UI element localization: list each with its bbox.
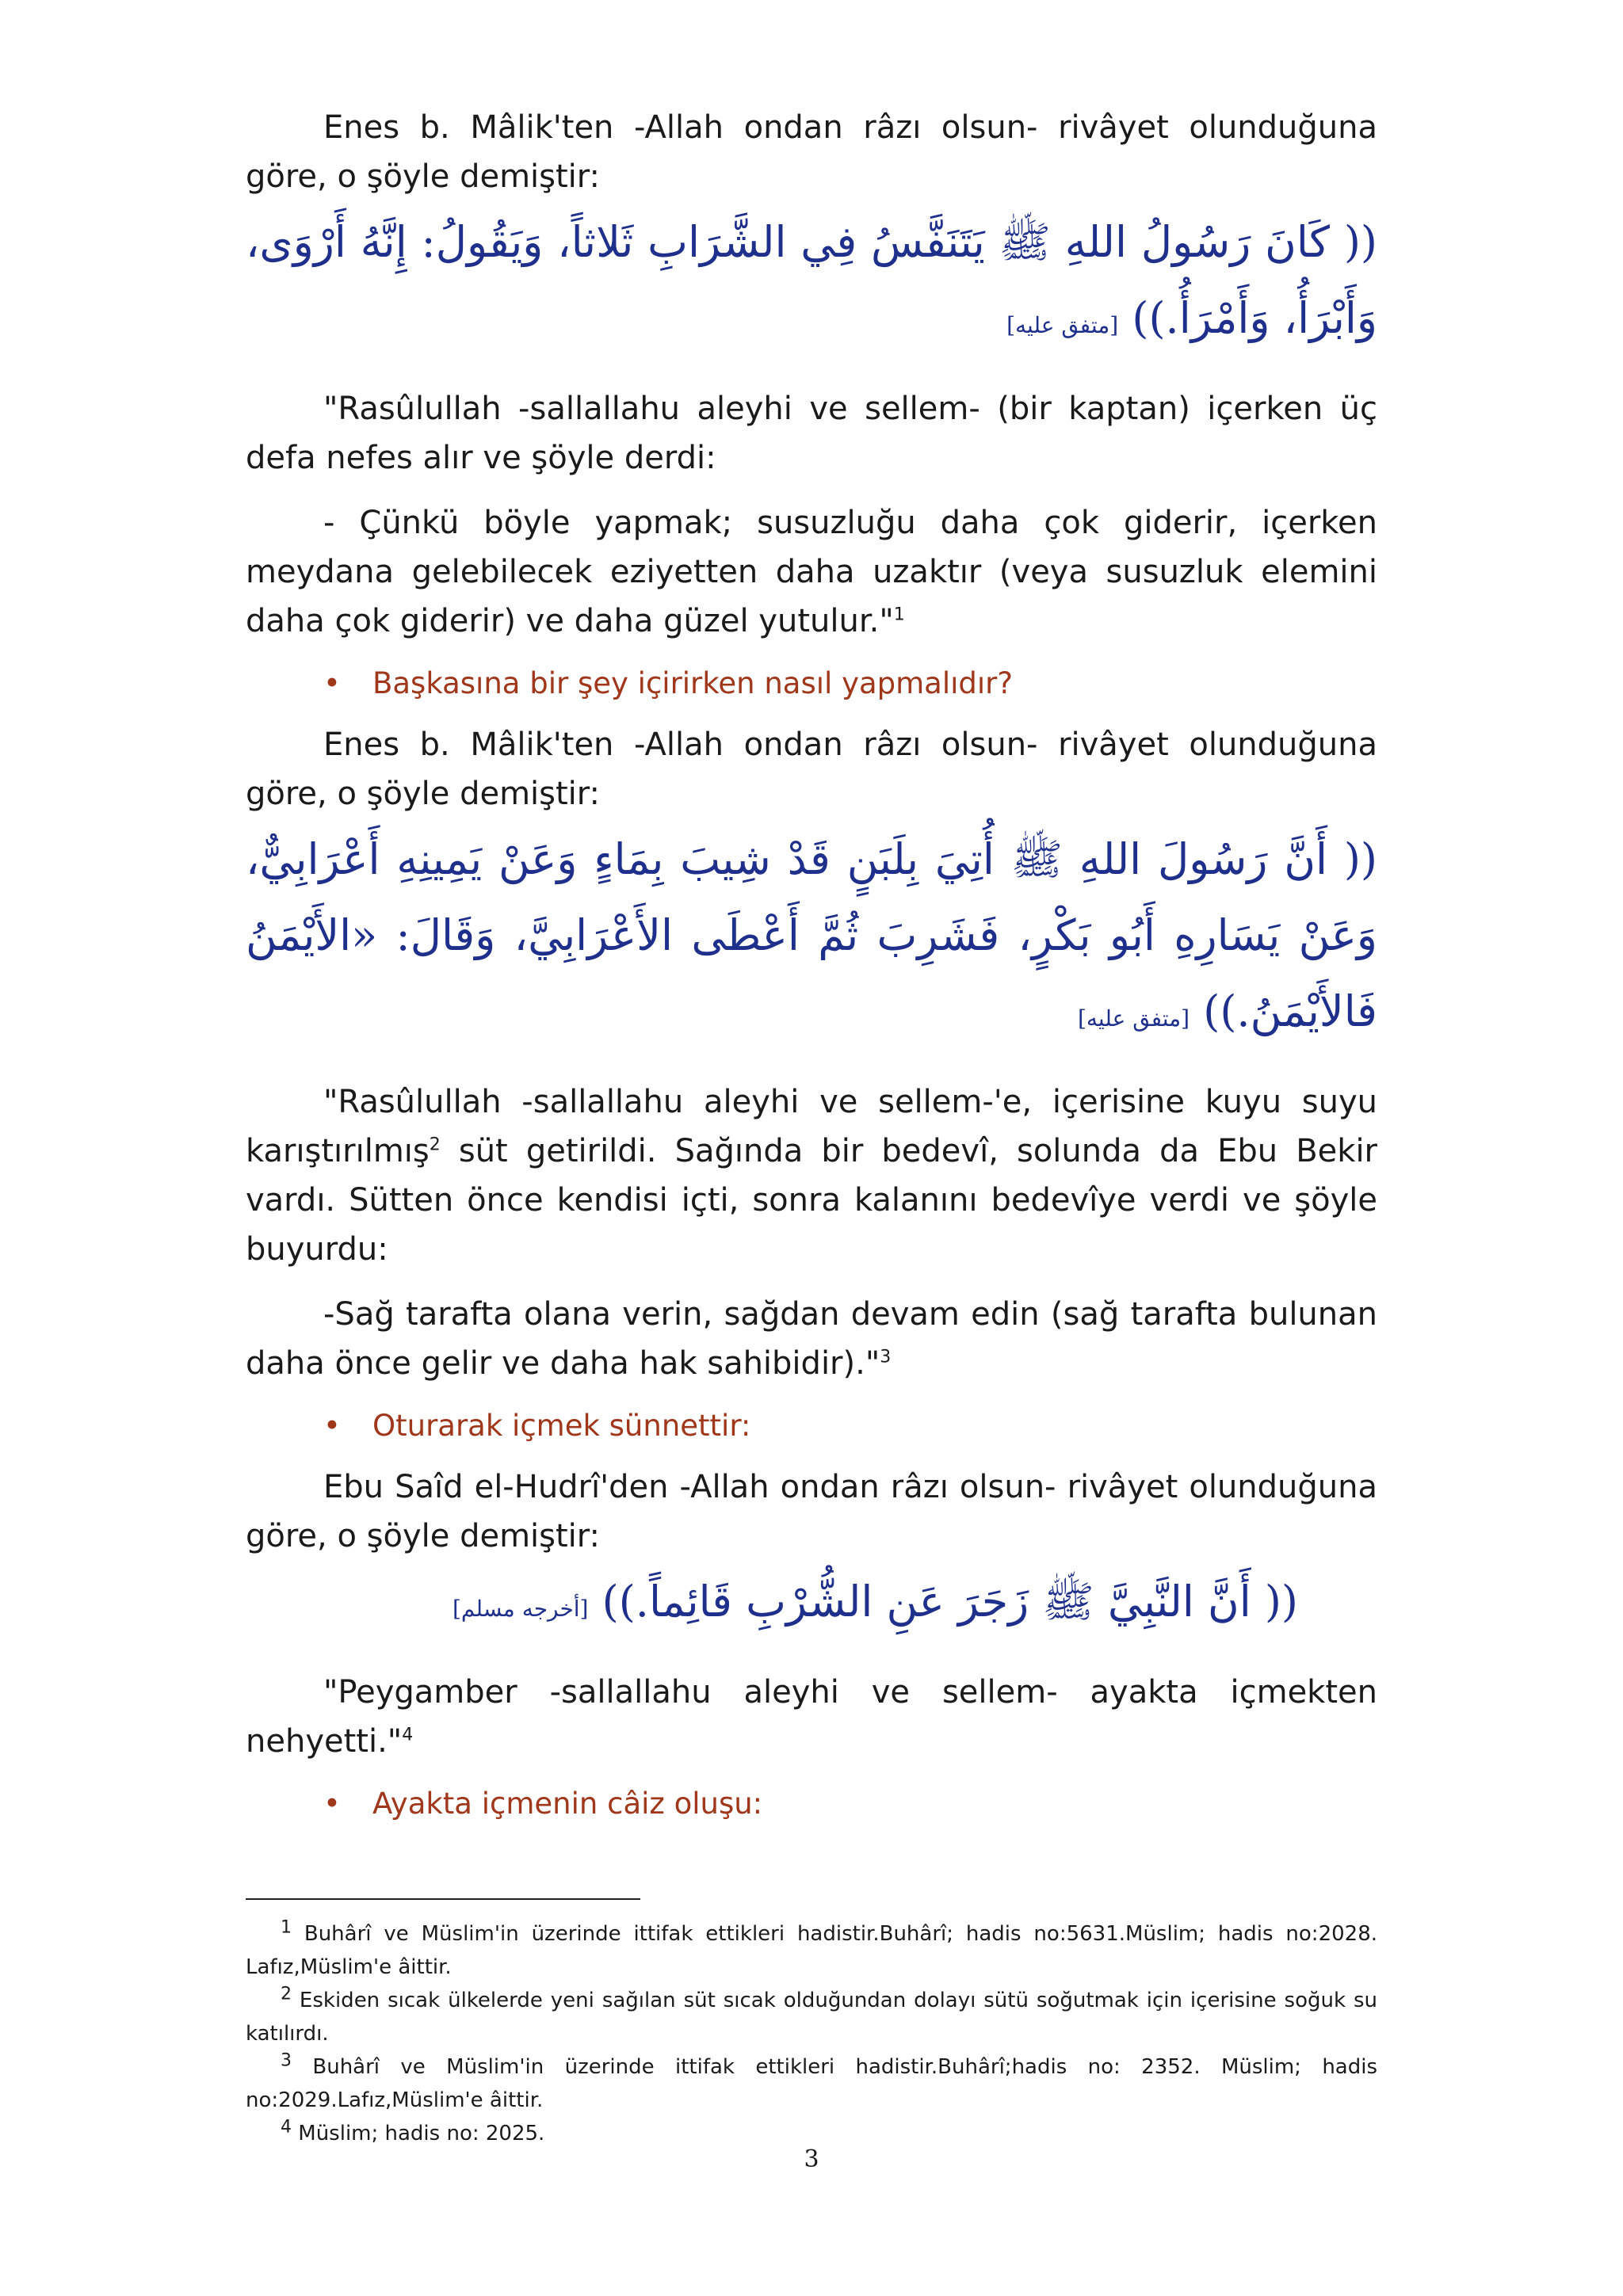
hadith-source: [أخرجه مسلم]	[452, 1596, 589, 1622]
arabic-text: (( أَنَّ النَّبِيَّ ﷺ زَجَرَ عَنِ الشُّرْبِ قَائِماً.))	[601, 1577, 1298, 1627]
arabic-hadith-text	[246, 204, 1377, 364]
bullet-text: Başkasına bir şey içirirken nasıl yapmalıdır?	[372, 666, 1014, 700]
footnote-ref[interactable]: 3	[880, 1347, 892, 1367]
page-number: 3	[804, 2145, 819, 2173]
paragraph	[246, 720, 1377, 818]
footnote-number: 3	[281, 2050, 292, 2071]
footnote	[246, 2050, 1377, 2117]
paragraph	[246, 1290, 1377, 1388]
paragraph-text: süt getirildi. Sağında bir bedevî, solunda da Ebu Bekir vardı. Sütten önce kendisi içti, sonra kalanını bedevîye verdi ve şöyle buyurdu:	[246, 1133, 1377, 1268]
paragraph-text: - Çünkü böyle yapmak; susuzluğu daha çok giderir, içerken meydana gelebilecek eziyetten daha uzaktır (veya susuzluk elemini daha çok giderir) ve daha güzel yutulur."	[246, 505, 1377, 639]
hadith-source: [متفق عليه]	[1077, 1005, 1190, 1032]
arabic-text: (( كَانَ رَسُولُ اللهِ ﷺ يَتَنَفَّسُ فِي الشَّرَابِ ثَلاثاً، وَيَقُولُ: إِنَّهُ أَرْوَى، وَأَبْرَأُ، وَأَمْرَأُ.))	[246, 217, 1377, 343]
paragraph-text: "Rasûlullah -sallallahu aleyhi ve sellem-'e, içerisine kuyu suyu karıştırılmış	[246, 1084, 1377, 1169]
paragraph	[246, 498, 1377, 646]
paragraph-text: -Sağ tarafta olana verin, sağdan devam edin (sağ tarafta bulunan daha önce gelir ve daha hak sahibidir)."	[246, 1296, 1377, 1382]
paragraph-text: "Peygamber -sallallahu aleyhi ve sellem- ayakta içmekten nehyetti."	[246, 1674, 1377, 1760]
section-bullet	[323, 1404, 1377, 1448]
section-bullet	[323, 662, 1377, 706]
paragraph-text: Enes b. Mâlik'ten -Allah ondan râzı olsun- rivâyet olunduğuna göre, o şöyle demiştir:	[246, 109, 1377, 195]
paragraph-text: Ebu Saîd el-Hudrî'den -Allah ondan râzı olsun- rivâyet olunduğuna göre, o şöyle demiştir:	[246, 1469, 1377, 1554]
paragraph	[246, 1077, 1377, 1274]
arabic-hadith-text	[246, 822, 1377, 1057]
footnote-ref[interactable]: 4	[402, 1725, 414, 1745]
hadith-source: [متفق عليه]	[1006, 312, 1119, 338]
arabic-text: (( أَنَّ رَسُولَ اللهِ ﷺ أُتِيَ بِلَبَنٍ قَدْ شِيبَ بِمَاءٍ وَعَنْ يَمِينِهِ أَعْرَابِيٌّ، وَعَنْ يَسَارِهِ أَبُو بَكْرٍ، فَشَرِبَ ثُمَّ أَعْطَى الأَعْرَابِيَّ، وَقَالَ: «الأَيْمَنُ فَالأَيْمَنُ.))	[246, 834, 1377, 1036]
footnote-ref[interactable]: 1	[893, 605, 905, 625]
bullet-icon: •	[323, 1787, 341, 1821]
footnote-text: Eskiden sıcak ülkelerde yeni sağılan süt sıcak olduğundan dolayı sütü soğutmak için içerisine soğuk su katılırdı.	[246, 1989, 1377, 2046]
footnote	[246, 1917, 1377, 1984]
paragraph-text: Enes b. Mâlik'ten -Allah ondan râzı olsun- rivâyet olunduğuna göre, o şöyle demiştir:	[246, 727, 1377, 812]
paragraph	[246, 384, 1377, 482]
page-body	[246, 103, 1377, 1840]
footnote	[246, 1984, 1377, 2050]
footnote-text: Müslim; hadis no: 2025.	[292, 2122, 545, 2145]
paragraph-text: "Rasûlullah -sallallahu aleyhi ve sellem- (bir kaptan) içerken üç defa nefes alır ve şöyle derdi:	[246, 391, 1377, 476]
arabic-hadith-text	[246, 1564, 1377, 1647]
footnote-number: 1	[281, 1917, 292, 1938]
footnote-divider	[246, 1898, 640, 1900]
bullet-icon: •	[323, 1409, 341, 1443]
footnote-number: 2	[281, 1984, 292, 2004]
bullet-text: Oturarak içmek sünnettir:	[372, 1409, 751, 1443]
paragraph	[246, 1668, 1377, 1766]
bullet-icon: •	[323, 666, 341, 700]
paragraph	[246, 103, 1377, 201]
paragraph	[246, 1463, 1377, 1561]
footnotes	[246, 1917, 1377, 2150]
bullet-text: Ayakta içmenin câiz oluşu:	[372, 1787, 763, 1821]
footnote-text: Buhârî ve Müslim'in üzerinde ittifak ettikleri hadistir.Buhârî; hadis no:5631.Müslim; hadis no:2028. Lafız,Müslim'e âittir.	[246, 1922, 1377, 1979]
footnote-ref[interactable]: 2	[429, 1135, 441, 1155]
footnote-text: Buhârî ve Müslim'in üzerinde ittifak ettikleri hadistir.Buhârî;hadis no: 2352. Müslim; hadis no:2029.Lafız,Müslim'e âittir.	[246, 2055, 1377, 2112]
footnote-number: 4	[281, 2117, 292, 2138]
section-bullet	[323, 1782, 1377, 1826]
